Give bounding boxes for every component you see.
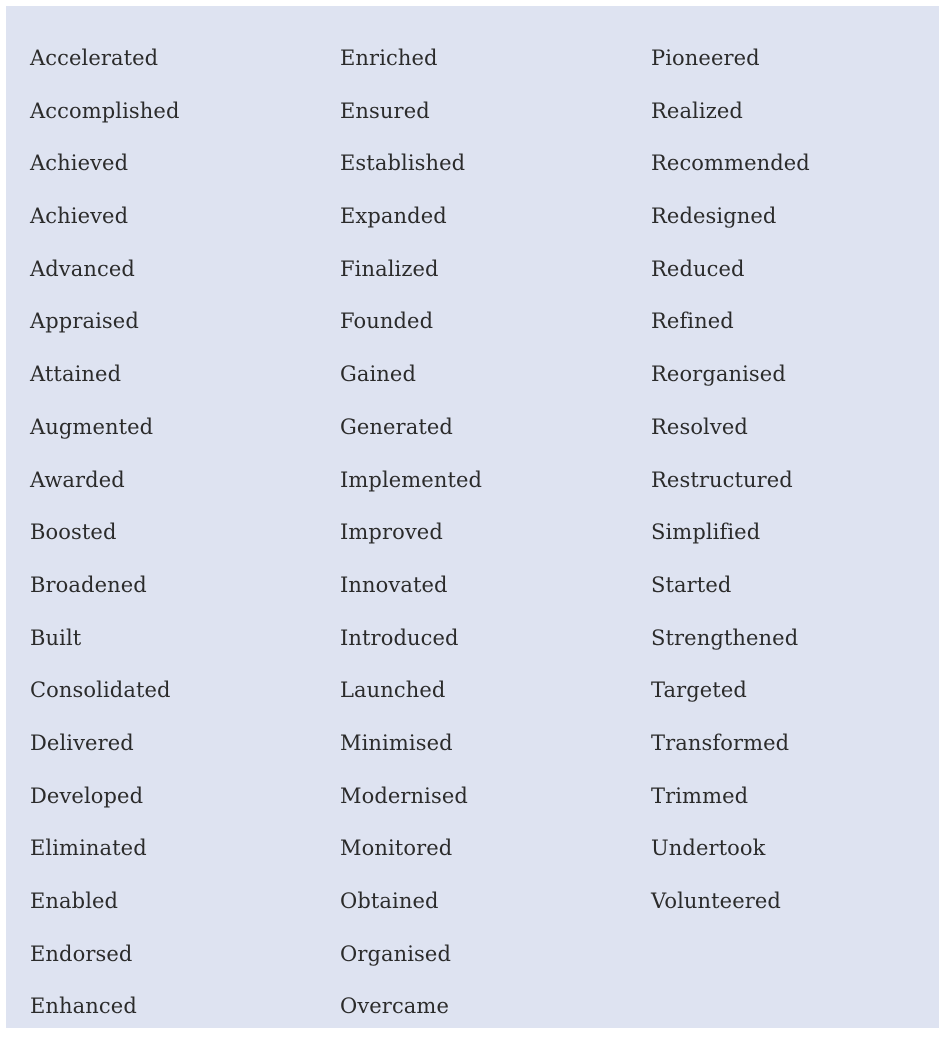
word-column-2 (340, 48, 482, 1049)
word-list-item: Augmented (30, 414, 154, 439)
word-list-item: Finalized (340, 256, 439, 281)
word-list-item: Consolidated (30, 678, 171, 703)
word-list-item: Broadened (30, 572, 147, 597)
word-list-item: Strengthened (651, 625, 799, 650)
word-list-item: Eliminated (30, 836, 147, 861)
word-list-item: Achieved (30, 204, 129, 229)
word-list-item: Boosted (30, 520, 117, 545)
word-list-item: Achieved (30, 151, 129, 176)
word-list-item: Attained (30, 362, 122, 387)
word-list-item: Organised (340, 941, 452, 966)
word-list-item: Introduced (340, 625, 459, 650)
word-list-panel (6, 6, 939, 1028)
word-list-item: Trimmed (651, 783, 749, 808)
word-list-item: Appraised (30, 309, 139, 334)
word-list-item: Started (651, 572, 732, 597)
word-list-item: Overcame (340, 994, 449, 1019)
word-list-item: Monitored (340, 836, 453, 861)
word-list-item: Accomplished (30, 98, 180, 123)
word-list-item: Minimised (340, 730, 453, 755)
word-column-3 (651, 48, 810, 944)
word-list-item: Targeted (651, 678, 747, 703)
word-list-item: Gained (340, 362, 417, 387)
word-list-item: Volunteered (651, 889, 781, 913)
word-list-item: Developed (30, 783, 144, 808)
word-list-item: Enabled (30, 889, 119, 913)
word-list-item: Pioneered (651, 46, 760, 70)
word-list-item: Innovated (340, 572, 448, 597)
word-list-item: Transformed (651, 730, 790, 755)
word-list-item: Refined (651, 309, 734, 334)
word-list-item: Modernised (340, 783, 468, 808)
word-list-item: Undertook (651, 836, 766, 861)
word-list-item: Implemented (340, 467, 483, 492)
word-list-item: Realized (651, 98, 743, 123)
word-list-item: Resolved (651, 414, 748, 439)
word-list-item: Ensured (340, 98, 430, 123)
word-list-item: Expanded (340, 204, 447, 229)
word-list-item: Reorganised (651, 362, 786, 387)
word-column-1 (30, 48, 180, 1049)
word-list-item: Advanced (30, 256, 135, 281)
word-list-item: Obtained (340, 889, 439, 913)
word-list-item: Built (30, 625, 82, 650)
word-list-item: Accelerated (30, 46, 159, 70)
word-list-item: Simplified (651, 520, 761, 545)
word-list-item: Founded (340, 309, 434, 334)
word-list-item: Awarded (30, 467, 125, 492)
word-list-item: Established (340, 151, 466, 176)
word-list-item: Delivered (30, 730, 134, 755)
word-list-item: Reduced (651, 256, 745, 281)
word-list-item: Improved (340, 520, 443, 545)
word-list-item: Launched (340, 678, 446, 703)
word-list-item: Redesigned (651, 204, 777, 229)
word-list-item: Restructured (651, 467, 793, 492)
word-list-item: Generated (340, 414, 453, 439)
word-list-item: Recommended (651, 151, 810, 176)
word-list-item: Enhanced (30, 994, 137, 1019)
word-list-item: Enriched (340, 46, 438, 70)
word-list-item: Endorsed (30, 941, 133, 966)
